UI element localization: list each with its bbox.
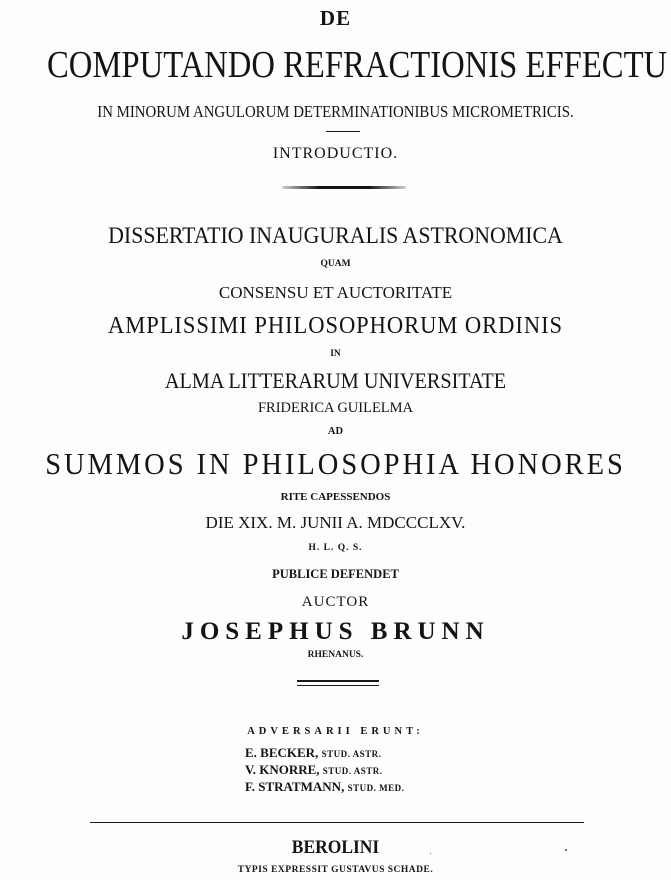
in-line: IN xyxy=(330,349,341,359)
adversarius-3 xyxy=(245,780,404,793)
part-label: INTRODUCTIO. xyxy=(272,145,399,162)
adversarius-1 xyxy=(245,746,381,759)
author-name: JOSEPHUS BRUNN xyxy=(181,618,490,645)
universitas-line: ALMA LITTERARUM UNIVERSITATE xyxy=(164,368,507,393)
rite-line: RITE CAPESSENDOS xyxy=(280,491,391,503)
double-rule-top xyxy=(297,680,379,682)
hlqs-line: H. L. Q. S. xyxy=(308,543,363,553)
short-rule-1 xyxy=(326,131,360,132)
double-rule-bottom xyxy=(297,685,379,686)
ad-line: AD xyxy=(327,426,344,437)
adversarius-1-name: E. BECKER, xyxy=(245,745,319,760)
adversarius-2 xyxy=(245,763,383,776)
adversarii-heading: ADVERSARII ERUNT: xyxy=(247,726,424,737)
print-speck-2 xyxy=(430,853,431,854)
de-heading: DE xyxy=(319,6,352,30)
subtitle: IN MINORUM ANGULORUM DETERMINATIONIBUS MICROMETRICIS. xyxy=(97,102,574,121)
dissertation-line: DISSERTATIO INAUGURALIS ASTRONOMICA xyxy=(108,223,563,249)
printer-line: TYPIS EXPRESSIT GUSTAVUS SCHADE. xyxy=(237,865,434,875)
adversarius-2-name: V. KNORRE, xyxy=(245,762,320,777)
date-line: DIE XIX. M. JUNII A. MDCCCLXV. xyxy=(205,513,466,532)
city-line: BEROLINI xyxy=(291,837,380,858)
ordo-line: AMPLISSIMI PHILOSOPHORUM ORDINIS xyxy=(107,313,564,339)
adversarius-3-name: F. STRATMANN, xyxy=(245,779,345,794)
origin-line: RHENANUS. xyxy=(307,650,364,660)
quam-line: QUAM xyxy=(320,259,351,269)
honores-line: SUMMOS IN PHILOSOPHIA HONORES xyxy=(45,446,626,481)
print-speck-1 xyxy=(565,849,567,851)
long-rule xyxy=(90,822,584,823)
auctor-label: AUCTOR xyxy=(301,594,370,610)
consensu-line: CONSENSU ET AUCTORITATE xyxy=(218,283,453,302)
publice-line: PUBLICE DEFENDET xyxy=(272,567,399,581)
adversarius-3-role: STUD. MED. xyxy=(347,783,405,793)
fridericia-line: FRIDERICA GUILELMA xyxy=(257,400,414,416)
adversarius-1-role: STUD. ASTR. xyxy=(321,749,382,759)
adversarius-2-role: STUD. ASTR. xyxy=(322,766,383,776)
decorative-rule-1 xyxy=(282,186,406,189)
main-title: COMPUTANDO REFRACTIONIS EFFECTU xyxy=(46,44,668,86)
